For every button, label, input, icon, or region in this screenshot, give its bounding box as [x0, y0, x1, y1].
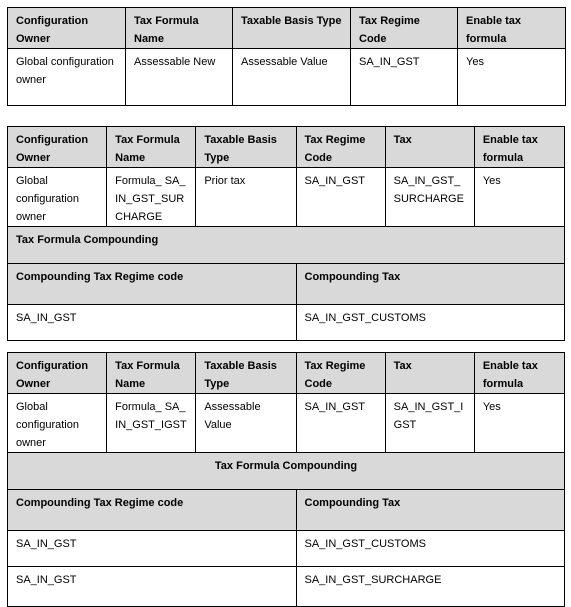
table-row	[8, 168, 565, 227]
header-taxable-basis-type: Taxable Basis Type	[196, 127, 296, 168]
table-row	[8, 531, 565, 567]
header-tax-formula-name: Tax Formula Name	[107, 353, 196, 394]
table-row	[8, 305, 565, 341]
header-configuration-owner: Configuration Owner	[8, 353, 107, 394]
cell-configuration-owner: Global configuration owner	[8, 168, 107, 227]
header-taxable-basis-type: Taxable Basis Type	[196, 353, 296, 394]
header-tax: Tax	[385, 127, 474, 168]
header-tax: Tax	[385, 353, 474, 394]
cell-compounding-tax-regime-code: SA_IN_GST	[8, 567, 297, 607]
cell-taxable-basis-type: Prior tax	[196, 168, 296, 227]
header-tax-regime-code: Tax Regime Code	[296, 353, 385, 394]
cell-compounding-tax: SA_IN_GST_CUSTOMS	[296, 305, 565, 341]
header-tax-formula-name: Tax Formula Name	[126, 8, 233, 49]
cell-configuration-owner: Global configuration owner	[8, 394, 107, 453]
table-row	[8, 394, 565, 453]
cell-tax-regime-code: SA_IN_GST	[296, 168, 385, 227]
compounding-section-title: Tax Formula Compounding	[8, 453, 565, 490]
cell-tax-regime-code: SA_IN_GST	[351, 49, 458, 106]
cell-compounding-tax-regime-code: SA_IN_GST	[8, 305, 297, 341]
header-compounding-tax-regime-code: Compounding Tax Regime code	[8, 264, 297, 305]
tax-formula-table-3	[7, 352, 565, 607]
table-header-row	[8, 127, 565, 168]
compounding-section-row	[8, 227, 565, 264]
cell-tax: SA_IN_GST_IGST	[385, 394, 474, 453]
header-compounding-tax-regime-code: Compounding Tax Regime code	[8, 490, 297, 531]
cell-tax: SA_IN_GST_SURCHARGE	[385, 168, 474, 227]
header-enable-tax-formula: Enable tax formula	[458, 8, 566, 49]
header-configuration-owner: Configuration Owner	[8, 8, 126, 49]
tax-formula-table-2	[7, 126, 565, 341]
cell-enable-tax-formula: Yes	[474, 168, 564, 227]
tax-formula-table-1	[7, 7, 566, 106]
cell-tax-regime-code: SA_IN_GST	[296, 394, 385, 453]
header-compounding-tax: Compounding Tax	[296, 264, 565, 305]
cell-tax-formula-name: Formula_ SA_IN_GST_IGST	[107, 394, 196, 453]
cell-tax-formula-name: Formula_ SA_IN_GST_SURCHARGE	[107, 168, 196, 227]
cell-taxable-basis-type: Assessable Value	[233, 49, 351, 106]
header-tax-regime-code: Tax Regime Code	[296, 127, 385, 168]
header-configuration-owner: Configuration Owner	[8, 127, 107, 168]
header-tax-formula-name: Tax Formula Name	[107, 127, 196, 168]
cell-compounding-tax: SA_IN_GST_CUSTOMS	[296, 531, 565, 567]
cell-taxable-basis-type: Assessable Value	[196, 394, 296, 453]
header-tax-regime-code: Tax Regime Code	[351, 8, 458, 49]
table-row	[8, 567, 565, 607]
table-header-row	[8, 353, 565, 394]
table-row	[8, 49, 566, 106]
cell-compounding-tax: SA_IN_GST_SURCHARGE	[296, 567, 565, 607]
header-compounding-tax: Compounding Tax	[296, 490, 565, 531]
cell-compounding-tax-regime-code: SA_IN_GST	[8, 531, 297, 567]
cell-enable-tax-formula: Yes	[474, 394, 564, 453]
cell-enable-tax-formula: Yes	[458, 49, 566, 106]
compounding-section-row	[8, 453, 565, 490]
table-header-row	[8, 8, 566, 49]
header-taxable-basis-type: Taxable Basis Type	[233, 8, 351, 49]
compounding-section-title: Tax Formula Compounding	[8, 227, 565, 264]
header-enable-tax-formula: Enable tax formula	[474, 127, 564, 168]
cell-tax-formula-name: Assessable New	[126, 49, 233, 106]
header-enable-tax-formula: Enable tax formula	[474, 353, 564, 394]
compounding-header-row	[8, 490, 565, 531]
cell-configuration-owner: Global configuration owner	[8, 49, 126, 106]
compounding-header-row	[8, 264, 565, 305]
